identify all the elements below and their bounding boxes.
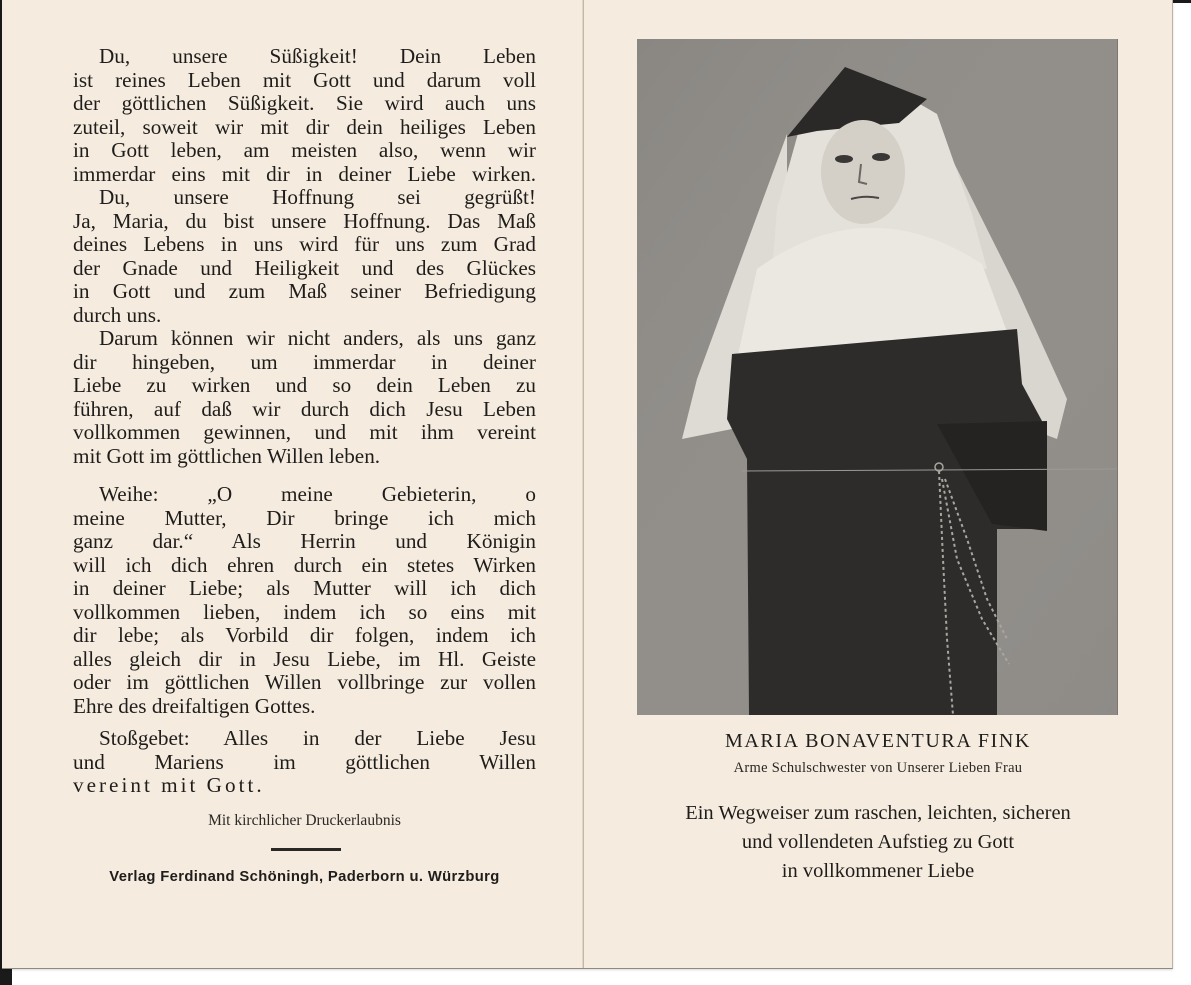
text-line: der Gnade und Heiligkeit und des Glückes [73, 255, 536, 280]
text-line: zuteil, soweit wir mit dir dein heiliges Leben [73, 114, 536, 139]
text-line: Stoßgebet: Alles in der Liebe Jesu [99, 726, 536, 750]
text-line: führen, auf daß wir durch dich Jesu Leben [73, 396, 536, 421]
imprimatur-note: Mit kirchlicher Druckerlaubnis [208, 812, 401, 829]
portrait-photo [637, 39, 1118, 715]
text-line: meine Mutter, Dir bringe ich mich [73, 505, 536, 530]
scan-edge-top-right [1172, 0, 1191, 3]
left-eye [835, 155, 853, 163]
text-line: vereint mit Gott. [73, 773, 265, 797]
text-line: mit Gott im göttlichen Willen leben. [73, 443, 381, 468]
face [821, 120, 905, 224]
booklet-subtitle [584, 799, 1172, 886]
text-line: will ich dich ehren durch ein stetes Wirken [73, 552, 536, 577]
divider-rule [271, 848, 341, 851]
text-line: Du, unsere Süßigkeit! Dein Leben [99, 44, 536, 68]
paragraph-suessigkeit [73, 45, 536, 186]
subtitle-line: in vollkommener Liebe [781, 860, 975, 882]
subject-order: Arme Schulschwester von Unserer Lieben Frau [733, 760, 1023, 776]
nun-portrait-illustration [637, 39, 1117, 715]
text-line: Ja, Maria, du bist unsere Hoffnung. Das Maß [73, 208, 536, 233]
text-line: deines Lebens in uns wird für uns zum Grad [73, 232, 536, 256]
publisher-imprint: Verlag Ferdinand Schöningh, Paderborn u. Würzburg [109, 869, 500, 885]
text-line: vollkommen lieben, indem ich so eins mit [73, 599, 536, 624]
text-line: ganz dar.“ Als Herrin und Königin [73, 529, 536, 553]
text-line: in deiner Liebe; als Mutter will ich dich [73, 576, 536, 600]
text-line: immerdar eins mit dir in deiner Liebe wirken. [73, 161, 536, 186]
subtitle-line: Ein Wegweiser zum raschen, leichten, sicheren [685, 802, 1071, 824]
scan-edge-left-bottom [0, 968, 12, 985]
subtitle-line: und vollendeten Aufstieg zu Gott [741, 831, 1015, 853]
text-line: in Gott und zum Maß seiner Befriedigung [73, 279, 536, 303]
text-line: Darum können wir nicht anders, als uns ganz [99, 326, 536, 350]
paragraph-hoffnung [73, 186, 536, 327]
left-page [2, 0, 582, 968]
text-line: dir lebe; als Vorbild dir folgen, indem ich [73, 623, 536, 647]
text-line: alles gleich dir in Jesu Liebe, im Hl. Geiste [73, 646, 536, 671]
subject-name: MARIA BONAVENTURA FINK [725, 730, 1031, 752]
paragraph-hingabe [73, 327, 536, 468]
paragraph-stossgebet [73, 727, 536, 798]
right-page [584, 0, 1172, 968]
text-line: dir hingeben, um immerdar in deiner [73, 349, 536, 374]
text-line: Weihe: „O meine Gebieterin, o [99, 482, 536, 506]
paragraph-weihe [73, 483, 536, 718]
text-line: und Mariens im göttlichen Willen [73, 749, 536, 774]
text-line: durch uns. [73, 302, 162, 327]
text-line: oder im göttlichen Willen vollbringe zur vollen [73, 670, 536, 694]
text-line: ist reines Leben mit Gott und darum voll [73, 67, 536, 92]
text-line: Du, unsere Hoffnung sei gegrüßt! [99, 185, 536, 209]
text-line: Ehre des dreifaltigen Gottes. [73, 693, 316, 718]
text-line: der göttlichen Süßigkeit. Sie wird auch uns [73, 91, 536, 115]
text-line: vollkommen gewinnen, und mit ihm vereint [73, 420, 536, 444]
text-line: Liebe zu wirken und so dein Leben zu [73, 373, 536, 397]
text-line: in Gott leben, am meisten also, wenn wir [73, 138, 536, 162]
right-eye [872, 153, 890, 161]
